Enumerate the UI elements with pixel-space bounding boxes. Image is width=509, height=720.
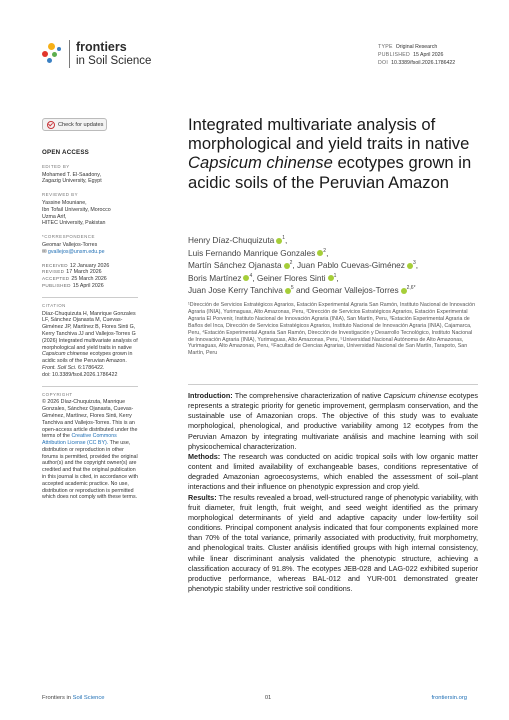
reviewer-1-affil: Ibn Tofail University, Morocco	[42, 206, 111, 213]
abstract-divider	[188, 384, 478, 385]
published-label: PUBLISHED	[378, 52, 411, 59]
doi-value[interactable]: 10.3389/fsoil.2026.1786422	[391, 60, 456, 67]
received-date: 12 January 2026	[69, 262, 110, 269]
check-updates-button[interactable]	[42, 118, 107, 131]
abstract-introduction: Introduction: The comprehensive characterization of native Capsicum chinense ecotypes represents a strategic priority for genetic improvement, germplasm conservation, and the sustainable use of Amazonian crops. The objective of this study was to evaluate morphological, phenological, and productive variability among 12 ecotypes from the Peruvian Amazon by integrating multivariate análisis and machine learning with soil physicochemical characterization.	[188, 391, 479, 451]
license-link[interactable]: Creative Commons Attribution License (CC BY).	[42, 433, 117, 447]
correspondence-name: Geomar Vallejos-Torres	[42, 241, 98, 248]
author[interactable]: Henry Díaz-Chuquizuta $^1$,	[188, 235, 288, 245]
author[interactable]: Juan Pablo Cuevas-Giménez $^3$,	[297, 260, 419, 270]
editor-affil: Zagazig University, Egypt	[42, 178, 102, 185]
received-label: RECEIVED	[42, 262, 68, 268]
article-meta	[378, 43, 455, 68]
site-link[interactable]: frontiersin.org	[431, 695, 467, 701]
email-icon: ✉	[42, 248, 48, 255]
check-icon	[47, 121, 55, 129]
sidebar-published-label: PUBLISHED	[42, 282, 71, 288]
sidebar-divider-2	[42, 386, 138, 387]
article-type: Original Research	[395, 44, 438, 50]
accepted-label: ACCEPTED	[42, 276, 70, 282]
copyright-label: COPYRIGHT	[42, 391, 73, 397]
sidebar-divider	[42, 297, 138, 298]
check-updates-label: Check for updates	[58, 121, 104, 128]
copyright-text: © 2026 Díaz-Chuquizuta, Manrique Gonzales, Sánchez Ojanasta, Cuevas-Giménez, Martínez, Flores Sinti, Kerry Tanchiva and Vallejos-Torres. This is an open-access article distributed under the terms of the Creative Commons Attribution License (CC BY). The use, distribution or reproduction in other forums is permitted, provided the original author(s) and the copyright owner(s) are credited and that the original publication in this journal is cited, in accordance with accepted academic practice. No use, distribution or reproduction is permitted which does not comply with these terms.	[42, 399, 138, 501]
correspondence-email[interactable]: gvallejos@unsm.edu.pe	[47, 248, 105, 255]
doi-label: DOI	[378, 60, 389, 67]
editor-name: Mohamed T. El-Saadony,	[42, 171, 101, 178]
open-access-label: OPEN ACCESS	[42, 149, 90, 156]
page-footer	[42, 695, 467, 701]
author[interactable]: and Geomar Vallejos-Torres $^{2,6*}$	[295, 285, 416, 295]
accepted-date: 25 March 2026	[71, 276, 107, 283]
abstract-methods: Methods: The research was conducted on acidic tropical soils with low organic matter content and limited availability of exchangeable bases, conditions representative of degraded Amazonian agroecosystems, which enabled the assessment of soil–plant interactions and their influence on phenotypic expression and crop yield.	[188, 451, 478, 492]
sidebar	[42, 150, 138, 508]
footer-journal: Frontiers in Soil Science	[42, 695, 105, 701]
frontiers-logo-icon	[42, 43, 62, 65]
article-title: Integrated multivariate analysis of morphological and yield traits in native Capsicum chinense ecotypes grown in acidic soils of the Peruvian Amazon	[188, 115, 472, 192]
journal-logo[interactable]	[42, 40, 151, 68]
affiliations: ¹Dirección de Servicios Estratégicos Agrarios, Estación Experimental Agraria San Ramón, Instituto Nacional de Innovación Agraria (INIA), Yurimaguas, Alto Amazonas, Peru, ²Dirección de Servicios Estratégicos Agrarios, Estación Experimental Agraria El Porvenir, Instituto Nacional de Innovación Agraria (INIA), San Martín, Peru, ³Estación Experimental Agraria de Baños del Inca, Dirección de Servicios Estratégicos Agrarios, Instituto Nacional de Innovación Agraria (INIA), Cajamarca, Peru, ⁴Estación Experimental Agraria San Ramón, Dirección de Investigación y Desarrollo Tecnológico, Instituto Nacional de Innovación Agraria (INIA), Yurimaguas, Alto Amazonas, Peru, ⁵Universidad Nacional Autónoma de Alto Amazonas, Yurimaguas, Alto Amazonas, Peru, ⁶Facultad de Ciencias Agrarias, Universidad Nacional de San Martín, Tarapoto, San Martín, Peru	[188, 302, 476, 357]
abstract-results: Results: The results revealed a broad, well-structured range of phenotypic variability, with fruit diameter, fruit length, fruit weight, and seed weight identified as the primary morphological determinants of yield and adaptive capacity under low-fertility soil conditions. Principal component analysis indicated that four components explained more than 70% of the total variance, primarily associated with productivity, fruit morphometry, and phenological traits. Cluster análisis identified groups with high internal consistency, while linear discriminant analysis validated the phenotypic structure, achieving a classification accuracy of 91.8%. The ecotypes JEB-028 and LAG-022 exhibited superior productive performance, whereas BAL-012 and YUR-001 demonstrated greater phenotypic stability under restrictive soil conditions.	[188, 492, 478, 593]
abstract	[188, 391, 478, 594]
reviewer-2-name: Uzma Arif,	[42, 213, 67, 220]
author[interactable]: Juan Jose Kerry Tanchiva $^5$	[188, 285, 294, 295]
correspondence-label: *CORRESPONDENCE	[42, 234, 95, 240]
page-number: 01	[264, 695, 272, 701]
journal-brand: frontiers	[76, 40, 127, 55]
published-date: 15 April 2026	[413, 52, 444, 59]
reviewer-1-name: Yassine Mouniane,	[42, 199, 87, 206]
type-label: TYPE	[378, 44, 393, 50]
reviewer-2-affil: HITEC University, Pakistan	[42, 220, 106, 227]
edited-by-label: EDITED BY	[42, 163, 70, 169]
reviewed-by-label: REVIEWED BY	[42, 192, 78, 198]
author-list	[188, 234, 478, 297]
author[interactable]: Martín Sánchez Ojanasta $^2$,	[188, 260, 295, 270]
citation-label: CITATION	[42, 302, 66, 308]
sidebar-published-date: 15 April 2026	[72, 282, 104, 289]
author[interactable]: Boris Martínez $^4$,	[188, 272, 255, 283]
revised-label: REVISED	[42, 269, 65, 275]
author[interactable]: Geiner Flores Sinti $^1$,	[256, 272, 339, 283]
citation-text: Díaz-Chuquizuta H, Manrique Gonzales LF, Sánchez Ojanasta M, Cuevas-Giménez JP, Martínez B, Flores Sinti G, Kerry Tanchiva JJ and Vallejos-Torres G (2026) Integrated multivariate analysis of morphological and yield traits in native Capsicum chinense ecotypes grown in acidic soils of the Peruvian Amazon. Front. Soil Sci. 6:1786422. doi: 10.3389/fsoil.2026.1786422	[42, 310, 138, 378]
author[interactable]: Luis Fernando Manrique Gonzales $^2$,	[188, 247, 329, 258]
logo-divider	[69, 40, 70, 68]
journal-name: in Soil Science	[76, 54, 152, 67]
revised-date: 17 March 2026	[66, 269, 102, 276]
